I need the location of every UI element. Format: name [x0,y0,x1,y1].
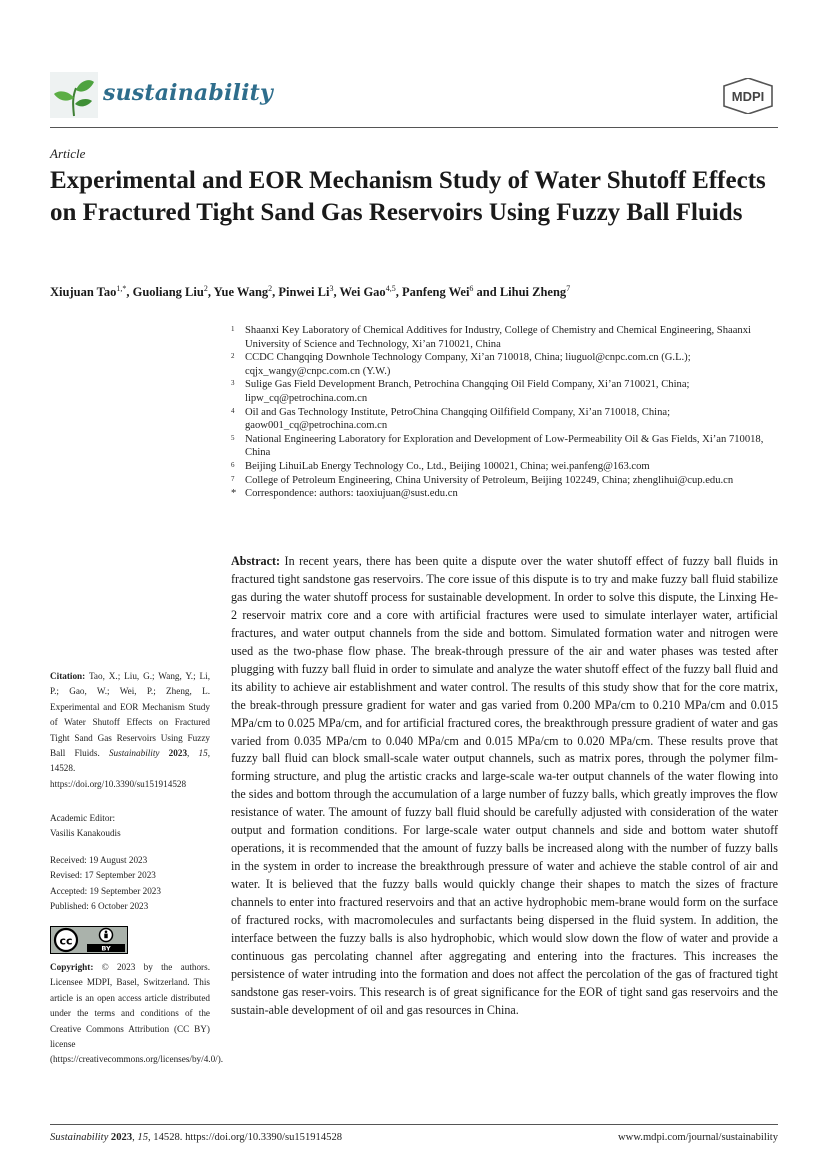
abstract-text: In recent years, there has been quite a dispute over the water shutoff effect of fuzzy ball fluids in fractured tight sandstone gas reservoirs. The core issue of this dispute is to try and make fuzzy ball fluid stabilize gas during the water shutoff process for sustainable development. In order to solve this dispute, the Linxing He-2 reservoir matrix core and a core with artificial fractures were used to simulate interlayer water, artificial fractures, and water output channels from the side and bottom. Simulated formation water and nitrogen were used as the two-phase flow phase. The break-through pressure of the air and water phases was tested after plugging with fuzzy ball fluid in order to simulate and analyze the water shutoff effect of the fuzzy ball fluid and its ability to achieve air establishment and water control. The results of this study show that for the core matrix, the break-through pressure gradient for water and gas varied from 0.200 MPa/cm to 0.210 MPa/cm and 0.015 MPa/cm to 0.025 MPa/cm, and for artificial fractured cores, the breakthrough pressure gradient of water and gas varied from 0.035 MPa/cm to 0.040 MPa/cm and 0.015 MPa/cm to 0.020 MPa/cm. These results prove that fuzzy ball fluid can block small-scale water output channels, such as matrix pores, through the polymer film-forming structure, and plug the artistic cracks and large-scale wa-ter output channels of the water flowing into the sides and bottom through the accumulation of a large number of fuzzy balls, which greatly improves the flow resistance of water. The amount of fuzzy ball fluid should be carefully adjusted with consideration of the water output and formation conditions. For large-scale water output channels and side and bottom water shutoff operations, it is recommended that the amount of fuzzy balls be increased along with the number of fuzzy balls in the system in order to increase the breakthrough pressure of water and achieve the stable control of air and water. It is believed that the fuzzy balls would quickly change their shapes to match the sizes of fracture channels to enter into fractured reservoirs and that an active hydrophobic mem-brane would form on the surface of fractured rocks, with macromolecules and surfactants being dispersed in the fluid system. In addition, the interface between the fuzzy balls is also hydrophobic, which would slow down the flow of water and provide a continuous gas percolating channel after aggregating and entering into the fractures. This increases the persistence of water intruding into the formation and does not affect the percolation of the gas of fractured tight sandstone gas reser-voirs. This research is of great significance for the EOR of tight sand gas reservoirs and the sustain-able development of oil and gas resources in China. [231,554,778,1017]
author-separator: , [207,285,214,300]
affiliation-text: College of Petroleum Engineering, China University of Petroleum, Beijing 102249, China; zhenglihui@cup.edu.cn [245,474,734,486]
citation-doi[interactable]: https://doi.org/10.3390/su151914528 [50,778,187,789]
copyright-notice [50,960,224,1068]
journal-logo-icon [50,72,98,118]
affiliation-number: 2 [231,352,235,361]
affiliation-number: 7 [231,474,235,483]
affiliation-number: * [231,488,237,500]
affiliation-item [231,324,779,351]
footer-volume: 15 [137,1132,148,1143]
author-name: Xiujuan Tao [50,285,117,300]
footer-journal-url[interactable]: www.mdpi.com/journal/sustainability [618,1132,778,1143]
header-divider [50,127,778,128]
author-separator: , [333,285,340,300]
author-name: Guoliang Liu [132,285,204,300]
footer-citation: Sustainability 2023, 15, 14528. https://doi.org/10.3390/su151914528 [50,1132,343,1143]
author-separator: and [473,285,500,300]
citation-label: Citation: [50,671,86,681]
citation-pages: , 14528. [50,748,211,774]
author-separator: , [395,285,402,300]
citation: Citation: Tao, X.; Liu, G.; Wang, Y.; Li, P.; Gao, W.; Wei, P.; Zheng, L. Experimental and EOR Mechanism Study of Water Shutoff Effects on Fractured Tight Sand Gas Reservoirs Using Fuzzy Ball Fluids. Sustainability 2023, 15, 14528. https://doi.org/10.3390/su151914528 [50,671,211,789]
affiliation-item [231,378,779,405]
publisher-name: MDPI [731,89,765,104]
affiliation-item [231,406,779,433]
date-published: Published: 6 October 2023 [50,901,149,912]
affiliation-text: National Engineering Laboratory for Exploration and Development of Low-Permeability Oil & Gas Fields, Xi’an 710018, China [245,433,764,459]
affiliation-item [231,487,779,501]
footer-journal: Sustainability [50,1132,109,1143]
author-affiliation-mark: 2 [268,284,273,293]
author-affiliation-mark: 7 [566,284,571,293]
affiliation-item [231,351,779,378]
author-affiliation-mark: 4,5 [385,284,396,293]
publication-dates [50,853,210,915]
author-separator: , [126,285,133,300]
citation-volume: 15 [198,748,208,759]
journal-name: sustainability [103,80,273,106]
date-revised: Revised: 17 September 2023 [50,870,156,881]
affiliation-number: 6 [231,460,235,469]
author-name: Panfeng Wei [401,285,470,300]
affiliation-item [231,474,779,488]
copyright-label: Copyright: [50,962,94,972]
publisher-logo-icon [718,78,778,114]
footer-divider [50,1124,778,1125]
footer-year: 2023 [110,1132,133,1143]
author-affiliation-mark: 3 [329,284,334,293]
date-accepted: Accepted: 19 September 2023 [50,885,161,896]
article-type: Article [50,146,86,161]
cc-text: cc [59,934,73,948]
author-list [50,284,780,300]
affiliation-text: Beijing LihuiLab Energy Technology Co., Ltd., Beijing 100021, China; wei.panfeng@163.com [245,460,650,472]
affiliation-list [231,324,779,501]
citation-journal: Sustainability [108,748,160,759]
abstract-label: Abstract: [231,554,281,568]
footer-rest: , 14528. https://doi.org/10.3390/su151914528 [148,1132,343,1143]
affiliation-number: 1 [231,325,235,333]
abstract [231,553,778,1020]
cc-by-license-icon[interactable] [50,926,128,954]
author-separator: , [272,285,279,300]
by-text: BY [101,944,111,953]
affiliation-number: 5 [231,433,235,442]
citation-text: Tao, X.; Liu, G.; Wang, Y.; Li, P.; Gao, W.; Wei, P.; Zheng, L. Experimental and EOR Mechanism Study of Water Shutoff Effects on Fractured Tight Sand Gas Reservoirs Using Fuzzy Ball Fluids. [50,671,210,759]
author-affiliation-mark: 6 [469,284,474,293]
affiliation-item [231,433,779,460]
article-title: Experimental and EOR Mechanism Study of Water Shutoff Effects on Fractured Tight Sand Gas Reservoirs Using Fuzzy Ball Fluids [50,167,766,226]
author-affiliation-mark: 2 [203,284,208,293]
affiliation-number: 3 [231,379,235,388]
author-affiliation-mark: 1,* [116,284,127,293]
editor-label: Academic Editor: [50,813,116,823]
affiliation-number: 4 [231,406,235,415]
date-received: Received: 19 August 2023 [50,855,148,865]
affiliation-text: Sulige Gas Field Development Branch, Petrochina Changqing Oil Field Company, Xi’an 710021, China; lipw_cq@petrochina.com.cn [245,379,690,404]
affiliation-item [231,460,779,474]
affiliation-text: Correspondence: authors: taoxiujuan@sust.edu.cn [245,488,458,500]
affiliation-text: Oil and Gas Technology Institute, PetroChina Changqing Oilfifield Company, Xi’an 710018, China; gaow001_cq@petrochina.com.cn [245,406,671,432]
affiliation-text: Shaanxi Key Laboratory of Chemical Additives for Industry, College of Chemistry and Chemical Engineering, Shaanxi University of Science and Technology, Xi’an 710021, China [245,325,751,350]
author-name: Wei Gao [339,285,386,300]
author-name: Lihui Zheng [499,285,567,300]
copyright-text: © 2023 by the authors. Licensee MDPI, Basel, Switzerland. This article is an open access article distributed under the terms and conditions of the Creative Commons Attribution (CC BY) license (https://creativecommons.org/licenses/by/4.0/). [50,962,224,1065]
affiliation-text: CCDC Changqing Downhole Technology Company, Xi’an 710018, China; liuguol@cnpc.com.cn (G.L.); cqjx_wangy@cnpc.com.cn (Y.W.) [245,352,691,377]
editor-name: Vasilis Kanakoudis [50,828,121,839]
citation-year: 2023 [168,748,188,759]
academic-editor [50,811,210,842]
author-name: Pinwei Li [278,285,330,300]
author-name: Yue Wang [213,285,269,300]
